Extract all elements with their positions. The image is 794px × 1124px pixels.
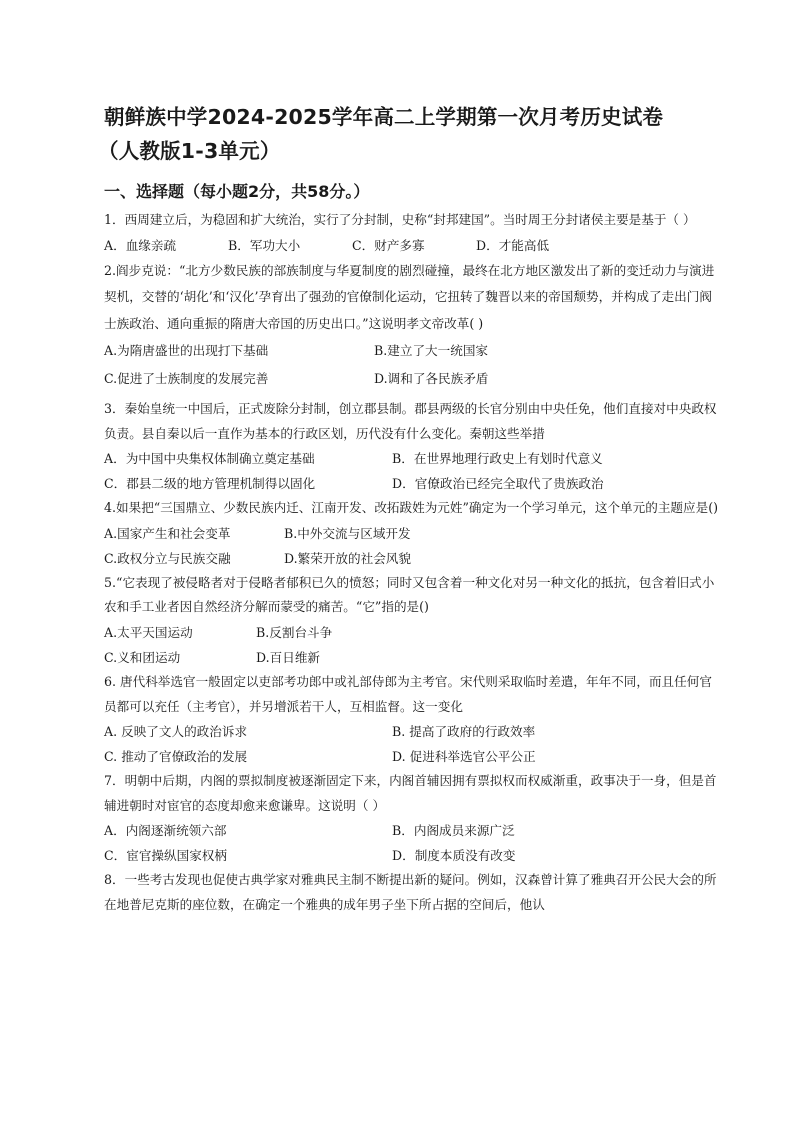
question-stem: 8．一些考古发现也促使古典学家对雅典民主制不断提出新的疑问。例如，汉森曾计算了雅典召开公民大会的所在地普尼克斯的座位数，在确定一个雅典的成年男子坐下所占据的空间后，他认 [104, 872, 717, 913]
section-heading: 一、选择题（每小题2分，共58分。） [104, 182, 370, 201]
options-row [104, 446, 722, 471]
option-a: A.国家产生和社会变革 [104, 525, 231, 541]
exam-title-line1: 朝鲜族中学2024-2025学年高二上学期第一次月考历史试卷 [104, 105, 664, 129]
option-d: D. 促进科举选官公平公正 [392, 749, 536, 765]
exam-title-line2: （人教版1-3单元） [98, 139, 281, 163]
question-stem: 7．明朝中后期，内阁的票拟制度被逐渐固定下来，内阁首辅因拥有票拟权而权威渐重，政事决于一身，但是首辅进朝时对宦官的态度却愈来愈谦卑。这说明（ ） [104, 773, 717, 813]
question-6 [104, 670, 722, 769]
question-5 [104, 571, 722, 670]
options-row [104, 744, 722, 769]
question-1 [104, 208, 722, 258]
option-c: C．宦官操纵国家权柄 [104, 848, 227, 864]
options-row [104, 645, 722, 670]
option-c: C. 推动了官僚政治的发展 [104, 749, 248, 765]
question-stem: 2.阎步克说：“北方少数民族的部族制度与华夏制度的剧烈碰撞，最终在北方地区激发出了新的变迁动力与演进契机，交替的‘胡化’和‘汉化’孕育出了强劲的官僚制化运动，它扭转了魏晋以来的帝国颓势，并构成了走出门阀士族政治、通向重振的隋唐大帝国的历史出口。”这说明孝文帝改革( ) [104, 262, 715, 331]
question-4 [104, 496, 722, 571]
option-b: B．军功大小 [228, 237, 301, 253]
option-c: C.义和团运动 [104, 650, 181, 666]
question-7 [104, 769, 722, 868]
option-b: B.反割台斗争 [256, 625, 333, 641]
options-row [104, 337, 722, 365]
option-d: D．制度本质没有改变 [392, 848, 516, 864]
option-a: A．血缘亲疏 [104, 237, 177, 253]
option-c: C.促进了士族制度的发展完善 [104, 371, 269, 387]
options-row [104, 546, 722, 571]
exam-title [98, 100, 722, 168]
option-c: C.政权分立与民族交融 [104, 550, 231, 566]
options-row [104, 365, 722, 393]
option-b: B．内阁成员来源广泛 [392, 823, 515, 839]
question-8 [104, 868, 722, 917]
option-d: D.繁荣开放的社会风貌 [284, 550, 411, 566]
option-b: B.建立了大一统国家 [374, 343, 489, 359]
options-row [104, 843, 722, 868]
option-a: A．内阁逐渐统领六部 [104, 823, 227, 839]
option-a: A．为中国中央集权体制确立奠定基础 [104, 451, 315, 467]
question-stem: 5.“它表现了被侵略者对于侵略者郁积已久的愤怒；同时又包含着一种文化对另一种文化的抵抗，包含着旧式小农和手工业者因自然经济分解而蒙受的痛苦。“它”指的是() [104, 574, 715, 615]
option-a: A.为隋唐盛世的出现打下基础 [104, 343, 269, 359]
question-3 [104, 397, 722, 496]
option-d: D.调和了各民族矛盾 [374, 371, 489, 387]
option-b: B．在世界地理行政史上有划时代意义 [392, 451, 603, 467]
option-c: C．财产多寡 [352, 237, 425, 253]
question-2 [104, 258, 722, 394]
question-stem: 4.如果把“三国鼎立、少数民族内迁、江南开发、改拓跋姓为元姓”确定为一个学习单元，这个单元的主题应是() [104, 500, 719, 516]
options-row [104, 233, 722, 258]
option-a: A. 反映了文人的政治诉求 [104, 724, 248, 740]
option-a: A.太平天国运动 [104, 625, 193, 641]
option-d: D.百日维新 [256, 650, 321, 666]
question-stem: 1．西周建立后，为稳固和扩大统治，实行了分封制，史称“封邦建国”。当时周王分封诸侯主要是基于（ ） [104, 212, 696, 227]
question-stem: 3．秦始皇统一中国后，正式废除分封制，创立郡县制。郡县两级的长官分别由中央任免，他们直接对中央政权负责。县自秦以后一直作为基本的行政区划，历代没有什么变化。秦朝这些举措 [104, 401, 717, 441]
option-b: B. 提高了政府的行政效率 [392, 724, 536, 740]
options-row [104, 471, 722, 496]
options-row [104, 620, 722, 645]
option-b: B.中外交流与区域开发 [284, 525, 411, 541]
options-row [104, 521, 722, 546]
options-row [104, 719, 722, 744]
question-stem: 6. 唐代科举选官一般固定以吏部考功郎中或礼部侍郎为主考官。宋代则采取临时差遣，年年不同，而且任何官员都可以充任（主考官），并另增派若干人，互相监督。这一变化 [104, 674, 712, 714]
option-d: D．官僚政治已经完全取代了贵族政治 [392, 476, 604, 492]
options-row [104, 818, 722, 843]
option-d: D．才能高低 [476, 237, 550, 253]
option-c: C．郡县二级的地方管理机制得以固化 [104, 476, 316, 492]
